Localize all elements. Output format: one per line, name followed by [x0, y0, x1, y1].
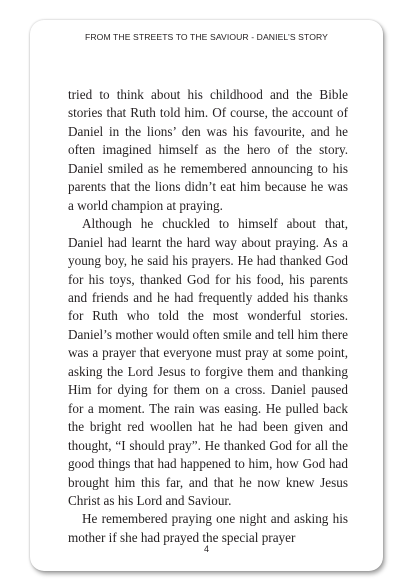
book-page	[30, 20, 383, 571]
paragraph: He remembered praying one night and asking his mother if she had prayed the special prayer	[68, 511, 348, 545]
body-text	[68, 86, 348, 547]
running-head: FROM THE STREETS TO THE SAVIOUR - DANIEL’S STORY	[85, 32, 328, 42]
page-number: 4	[203, 544, 209, 554]
paragraph: tried to think about his childhood and the Bible stories that Ruth told him. Of course, the account of Daniel in the lions’ den was his favourite, and he often imagined himself as the hero of the story. Daniel smiled as he remembered announcing to his parents that the lions didn’t eat him because he was a world champion at praying.	[68, 87, 348, 213]
paragraph: Although he chuckled to himself about that, Daniel had learnt the hard way about praying. As a young boy, he said his prayers. He had thanked God for his toys, thanked God for his food, his parents and friends and he had frequently added his thanks for Ruth who told the most wonderful stories. Daniel’s mother would often smile and tell him there was a prayer that everyone must pray at some point, asking the Lord Jesus to forgive them and thanking Him for dying for them on a cross. Daniel paused for a moment. The rain was easing. He pulled back the bright red woollen hat he had been given and thought, “I should pray”. He thanked God for all the good things that had happened to him, how God had brought him this far, and that he now knew Jesus Christ as his Lord and Saviour.	[68, 216, 348, 508]
